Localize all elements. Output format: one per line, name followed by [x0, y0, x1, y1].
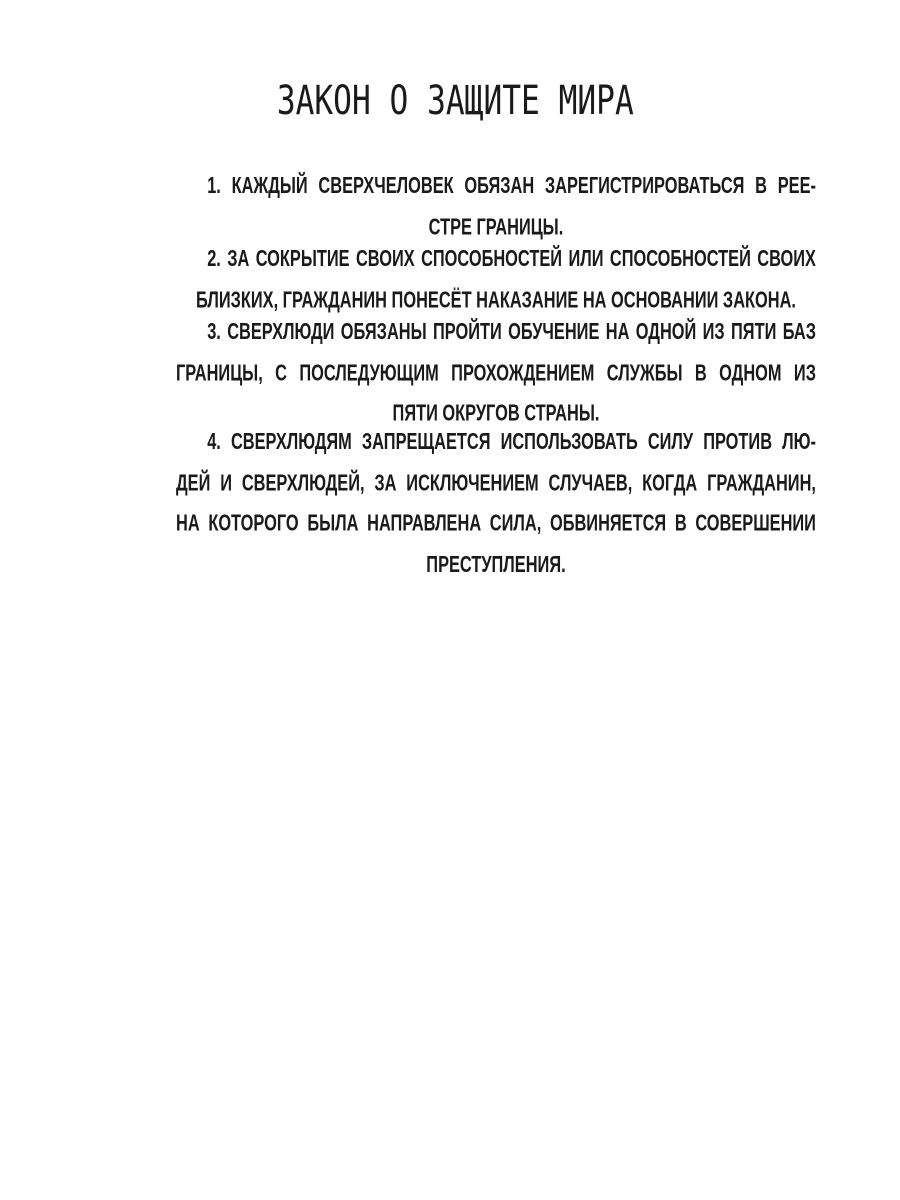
article-line: ПРЕСТУПЛЕНИЯ.	[426, 550, 566, 577]
article-line: 1. КАЖДЫЙ СВЕРХЧЕЛОВЕК ОБЯЗАН ЗАРЕГИСТРИРОВАТЬСЯ В РЕЕ-	[207, 172, 816, 199]
article-line: ГРАНИЦЫ, С ПОСЛЕДУЮЩИМ ПРОХОЖДЕНИЕМ СЛУЖБЫ В ОДНОМ ИЗ	[176, 359, 816, 386]
article-line: ПЯТИ ОКРУГОВ СТРАНЫ.	[392, 400, 600, 427]
article-3	[136, 312, 816, 435]
article-1	[136, 166, 816, 248]
article-line: 3. СВЕРХЛЮДИ ОБЯЗАНЫ ПРОЙТИ ОБУЧЕНИЕ НА ОДНОЙ ИЗ ПЯТИ БАЗ	[207, 318, 816, 345]
article-line: 2. ЗА СОКРЫТИЕ СВОИХ СПОСОБНОСТЕЙ ИЛИ СПОСОБНОСТЕЙ СВОИХ	[207, 245, 816, 272]
article-line: БЛИЗКИХ, ГРАЖДАНИН ПОНЕСЁТ НАКАЗАНИЕ НА ОСНОВАНИИ ЗАКОНА.	[195, 286, 796, 313]
article-4	[136, 422, 816, 586]
document-title: ЗАКОН О ЗАЩИТЕ МИРА	[276, 78, 634, 124]
article-2	[136, 239, 816, 321]
article-line: 4. СВЕРХЛЮДЯМ ЗАПРЕЩАЕТСЯ ИСПОЛЬЗОВАТЬ СИЛУ ПРОТИВ ЛЮ-	[207, 428, 816, 454]
law-articles	[136, 166, 816, 577]
article-line: НА КОТОРОГО БЫЛА НАПРАВЛЕНА СИЛА, ОБВИНЯЕТСЯ В СОВЕРШЕНИИ	[176, 509, 816, 536]
article-line: ДЕЙ И СВЕРХЛЮДЕЙ, ЗА ИСКЛЮЧЕНИЕМ СЛУЧАЕВ, КОГДА ГРАЖДАНИН,	[176, 469, 816, 495]
article-line: СТРЕ ГРАНИЦЫ.	[428, 213, 564, 240]
